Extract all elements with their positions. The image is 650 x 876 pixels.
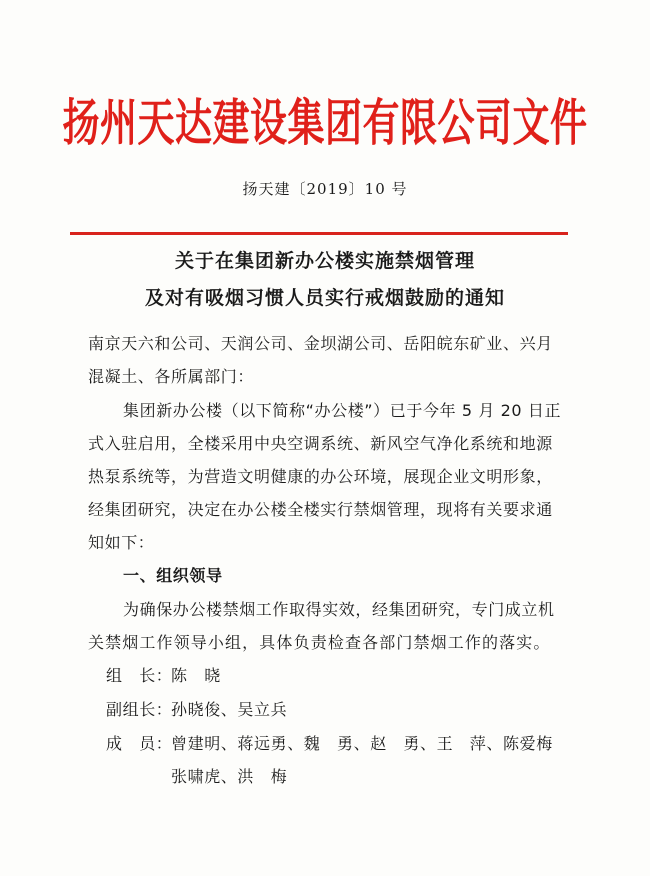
section-1-para-line-2: 关禁烟工作领导小组，具体负责检查各部门禁烟工作的落实。 (88, 633, 550, 652)
section-1-heading: 一、组织领导 (123, 566, 223, 585)
intro-line-5: 知如下： (88, 533, 155, 552)
org-header-title: 扬州天达建设集团有限公司文件 (62, 92, 588, 153)
intro-line-3: 热泵系统等，为营造文明健康的办公环境，展现企业文明形象， (88, 467, 553, 486)
intro-line-1: 集团新办公楼（以下简称“办公楼”）已于今年 5 月 20 日正 (123, 401, 562, 420)
recipients-line-1: 南京天六和公司、天润公司、金坝湖公司、岳阳皖东矿业、兴月 (88, 334, 553, 353)
members-line-2: 张啸虎、洪 梅 (171, 767, 288, 786)
recipients-line-2: 混凝土、各所属部门： (88, 367, 255, 386)
notice-title-line-1: 关于在集团新办公楼实施禁烟管理 (174, 250, 475, 272)
intro-line-2: 式入驻启用，全楼采用中央空调系统、新风空气净化系统和地源 (88, 434, 553, 453)
intro-line-4: 经集团研究，决定在办公楼全楼实行禁烟管理，现将有关要求通 (88, 500, 553, 519)
leader-label: 组 长： (106, 666, 173, 685)
notice-title-line-2: 及对有吸烟习惯人员实行戒烟鼓励的通知 (144, 287, 505, 309)
deputy-value: 孙晓俊、吴立兵 (171, 700, 288, 719)
document-number: 扬天建〔2019〕10 号 (242, 180, 408, 198)
red-divider-rule (70, 232, 568, 235)
deputy-label: 副组长： (106, 700, 173, 719)
leader-value: 陈 晓 (171, 666, 221, 685)
members-line-1: 曾建明、蒋远勇、魏 勇、赵 勇、王 萍、陈爱梅 (171, 734, 553, 753)
section-1-para-line-1: 为确保办公楼禁烟工作取得实效，经集团研究，专门成立机 (123, 600, 555, 619)
members-label: 成 员： (106, 734, 173, 753)
